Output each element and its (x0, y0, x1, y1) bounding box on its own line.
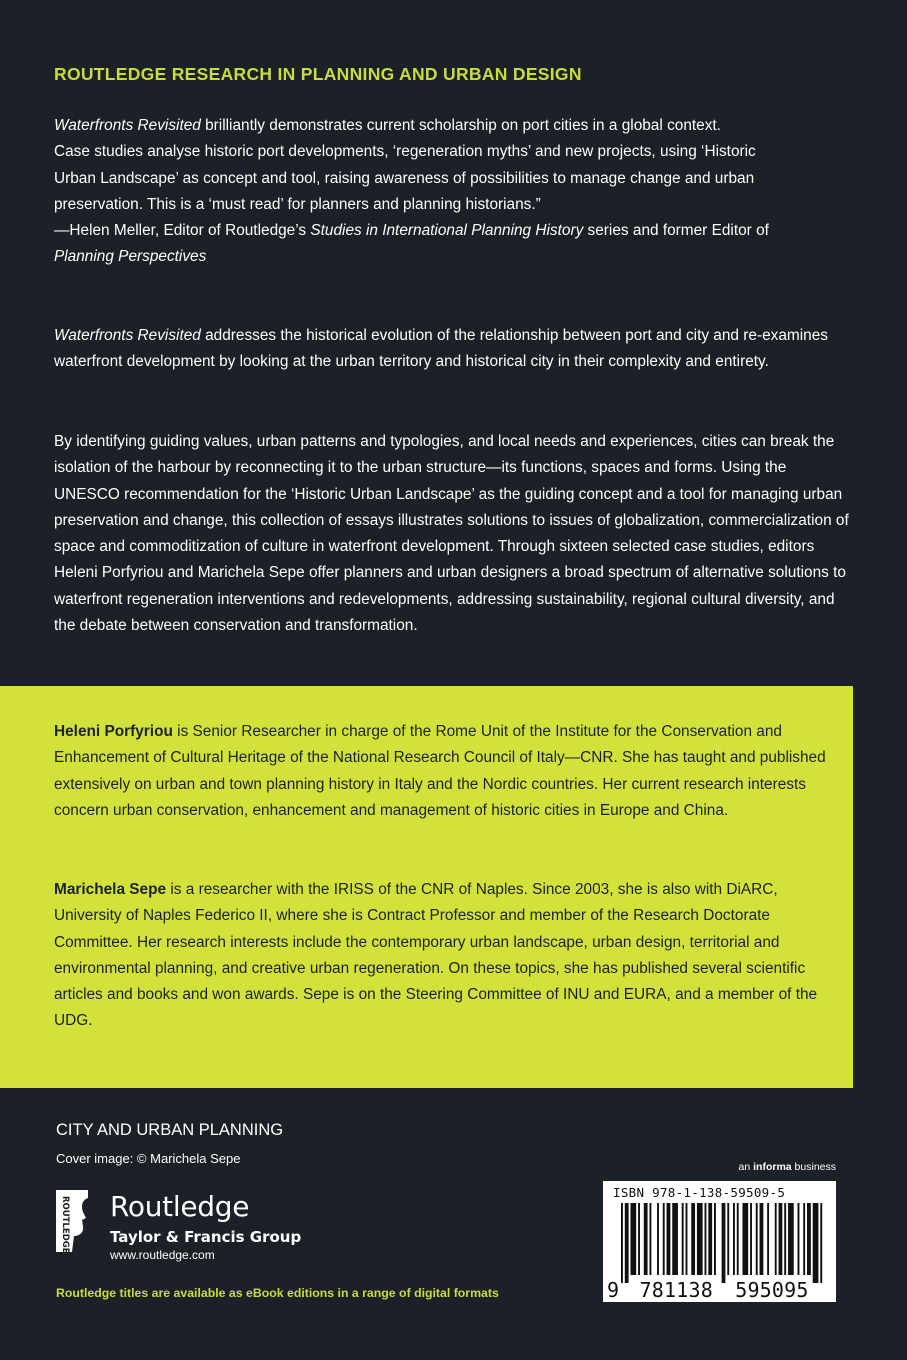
barcode-bar (767, 1203, 769, 1275)
barcode-bar (697, 1203, 703, 1275)
description-paragraph-2: By identifying guiding values, urban patterns and typologies, and local needs and experiences, cities can break the isolation of the harbour by reconnecting it to the urban structure—its functions, spaces and forms. Using the UNESCO recommendation for the ‘Historic Urban Landscape’ as the guiding concept and a tool for managing urban preservation and change, this collection of essays illustrates solutions to issues of globalization, commercialization of space and commoditization of culture in waterfront development. Through sixteen selected case studies, editors Heleni Porfyriou and Marichela Sepe offer planners and urban designers a broad spectrum of alternative solutions to waterfront regeneration interventions and redevelopments, addressing sustainability, regional cultural diversity, and the debate between conservation and transformation. (54, 433, 849, 635)
barcode-bar (705, 1203, 707, 1275)
description-book-title: Waterfronts Revisited (54, 327, 201, 344)
barcode-bar (672, 1203, 678, 1275)
quote-book-title: Waterfronts Revisited (54, 117, 201, 134)
quote-line-4: preservation. This is a ‘must read’ for planners and planning historians.” (54, 195, 541, 213)
routledge-head-icon (54, 1188, 90, 1254)
author-bio-porfyriou: Heleni Porfyriou is Senior Researcher in charge of the Rome Unit of the Institute for the Conservation and Enhancement of Cultural Heritage of the National Research Council of Italy—CNR. She has taught and published extensively on urban and town planning history in Italy and the Nordic countries. Her current research interests concern urban conservation, enhancement and management of historic cities in Europe and China. (54, 723, 826, 819)
barcode-bar (733, 1203, 735, 1275)
barcode-bar (784, 1203, 786, 1275)
ebook-note: Routledge titles are available as eBook editions in a range of digital formats (56, 1286, 499, 1300)
barcode-bar (682, 1203, 684, 1275)
barcode-bars (621, 1203, 826, 1283)
barcode-bar (649, 1203, 651, 1275)
quote-line-2: Case studies analyse historic port developments, ‘regeneration myths’ and new projects, using ‘Historic (54, 143, 756, 161)
author-name: Marichela Sepe (54, 881, 167, 898)
barcode-bar (708, 1203, 712, 1275)
barcode-bar (788, 1203, 794, 1275)
barcode-bar (742, 1203, 748, 1275)
barcode-bar (760, 1203, 764, 1275)
isbn-label: ISBN 978-1-138-59509-5 (613, 1185, 786, 1200)
series-title: ROUTLEDGE RESEARCH IN PLANNING AND URBAN DESIGN (54, 64, 582, 84)
quote-line-3: Urban Landscape’ as concept and tool, raising awareness of possibilities to manage change and urban (54, 169, 755, 187)
svg-text:ROUTLEDGE: ROUTLEDGE (60, 1196, 70, 1254)
barcode-bar (820, 1203, 822, 1283)
barcode-bar (686, 1203, 688, 1275)
barcode-bar (663, 1203, 665, 1275)
barcode-bar (756, 1203, 758, 1275)
isbn-digit-group-1: 781138 (639, 1278, 713, 1302)
author-bio-panel (0, 686, 853, 1088)
isbn-digit-group-2: 595095 (735, 1278, 809, 1302)
barcode-bar (737, 1203, 739, 1275)
barcode-bar (727, 1203, 729, 1275)
publisher-name: Routledge (110, 1190, 250, 1223)
isbn-first-digit: 9 (607, 1278, 620, 1302)
endorsement-quote (54, 113, 854, 271)
barcode-bar (779, 1203, 783, 1275)
barcode-bar (644, 1203, 648, 1275)
isbn-digits (607, 1278, 809, 1302)
barcode-bar (691, 1203, 695, 1275)
routledge-logo (54, 1188, 314, 1262)
quote-attribution: —Helen Meller, Editor of Routledge’s Studies in International Planning History series and former Editor of (54, 222, 769, 240)
barcode-bar (714, 1203, 716, 1275)
barcode-bar (657, 1203, 659, 1275)
barcode-bar (638, 1203, 640, 1275)
quote-line-1: Waterfronts Revisited brilliantly demonstrates current scholarship on port cities in a global context. (54, 117, 721, 134)
barcode-bar (722, 1203, 726, 1283)
informa-tagline: an informa business (738, 1161, 836, 1173)
subject-category: CITY AND URBAN PLANNING (56, 1121, 284, 1139)
cover-image-credit: Cover image: © Marichela Sepe (56, 1151, 241, 1166)
isbn-barcode (603, 1181, 836, 1302)
barcode-bar (625, 1203, 629, 1283)
barcode-bar (750, 1203, 752, 1275)
publisher-url[interactable]: www.routledge.com (110, 1248, 215, 1262)
publisher-group: Taylor & Francis Group (110, 1228, 302, 1246)
description-paragraph-1: Waterfronts Revisited addresses the historical evolution of the relationship between port and city and re-examines waterfront development by looking at the urban territory and historical city in their complexity and entirety. (54, 327, 828, 371)
barcode-bar (807, 1203, 811, 1275)
barcode-bar (813, 1203, 819, 1283)
author-name: Heleni Porfyriou (54, 723, 173, 740)
barcode-bar (621, 1203, 623, 1283)
barcode-bar (667, 1203, 671, 1275)
barcode-bar (630, 1203, 636, 1275)
barcode-bar (798, 1203, 800, 1275)
barcode-bar (803, 1203, 805, 1275)
barcode-bar (775, 1203, 777, 1275)
quote-attribution-journal: Planning Perspectives (54, 248, 207, 266)
author-bio-sepe: Marichela Sepe is a researcher with the IRISS of the CNR of Naples. Since 2003, she is also with DiARC, University of Naples Federico II, where she is Contract Professor and member of the Research Doctorate Committee. Her research interests include the contemporary urban landscape, urban design, territorial and environmental planning, and creative urban regeneration. On these topics, she has published several scientific articles and books and won awards. Sepe is on the Steering Committee of INU and EURA, and a member of the UDG. (54, 881, 818, 1030)
